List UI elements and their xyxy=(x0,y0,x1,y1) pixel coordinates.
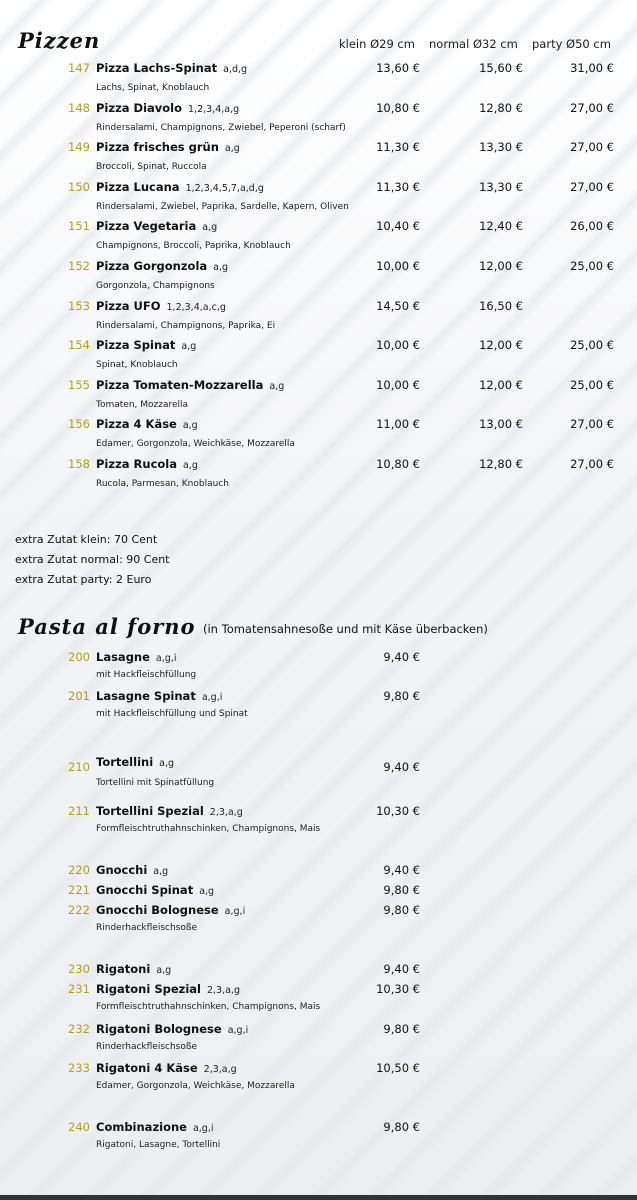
allergen-codes: a,g,i xyxy=(227,1025,249,1036)
allergen-codes: a,g xyxy=(202,222,218,233)
extra-note-normal: extra Zutat normal: 90 Cent xyxy=(15,553,170,566)
item-name xyxy=(96,299,226,313)
allergen-codes: a,g xyxy=(182,460,198,471)
price-party: 26,00 € xyxy=(570,219,614,233)
item-name-text: Lasagne xyxy=(96,650,150,664)
price: 9,40 € xyxy=(383,650,420,664)
item-description: Tomaten, Mozzarella xyxy=(96,400,189,410)
price: 9,40 € xyxy=(383,760,420,774)
item-name xyxy=(96,417,198,431)
pasta-heading: Pasta al forno xyxy=(18,614,196,639)
price-normal: 13,30 € xyxy=(479,140,523,154)
allergen-codes: a,g xyxy=(156,965,172,976)
item-description: Rigatoni, Lasagne, Tortellini xyxy=(96,1140,221,1150)
item-description: Champignons, Broccoli, Paprika, Knoblauch xyxy=(96,241,291,251)
item-name-text: Tortellini Spezial xyxy=(96,804,204,818)
item-name xyxy=(96,804,243,818)
item-number: 221 xyxy=(68,883,90,897)
item-number: 149 xyxy=(68,140,90,154)
allergen-codes: a,g xyxy=(153,866,169,877)
item-name xyxy=(96,378,284,392)
allergen-codes: 1,2,3,4,a,c,g xyxy=(166,302,226,313)
item-number: 156 xyxy=(68,417,90,431)
allergen-codes: a,g xyxy=(182,420,198,431)
price: 9,80 € xyxy=(383,1120,420,1134)
allergen-codes: a,d,g xyxy=(223,64,248,75)
item-name xyxy=(96,259,228,273)
price: 10,30 € xyxy=(376,804,420,818)
item-name-text: Gnocchi Spinat xyxy=(96,883,194,897)
extra-note-party: extra Zutat party: 2 Euro xyxy=(15,573,152,586)
item-name xyxy=(96,101,239,115)
price-normal: 12,40 € xyxy=(479,219,523,233)
allergen-codes: a,g xyxy=(224,143,240,154)
column-header-normal: normal Ø32 cm xyxy=(429,37,518,51)
item-name xyxy=(96,338,196,352)
column-header-party: party Ø50 cm xyxy=(532,37,611,51)
price-klein: 10,80 € xyxy=(376,457,420,471)
price: 9,40 € xyxy=(383,962,420,976)
allergen-codes: a,g,i xyxy=(155,653,177,664)
price-normal: 13,30 € xyxy=(479,180,523,194)
price: 9,40 € xyxy=(383,863,420,877)
allergen-codes: 2,3,a,g xyxy=(206,985,240,996)
item-number: 158 xyxy=(68,457,90,471)
item-name-text: Tortellini xyxy=(96,755,154,769)
item-name xyxy=(96,863,168,877)
bottom-divider xyxy=(0,1195,637,1200)
price: 9,80 € xyxy=(383,1022,420,1036)
allergen-codes: a,g xyxy=(199,886,215,897)
item-name-text: Pizza Rucola xyxy=(96,457,177,471)
price-party: 27,00 € xyxy=(570,101,614,115)
item-description: Rinderhackfleischsoße xyxy=(96,1042,198,1052)
price-normal: 15,60 € xyxy=(479,61,523,75)
item-description: Spinat, Knoblauch xyxy=(96,360,178,370)
item-description: Rinderhackfleischsoße xyxy=(96,923,198,933)
item-name xyxy=(96,1022,248,1036)
item-number: 232 xyxy=(68,1022,90,1036)
allergen-codes: a,g xyxy=(159,758,175,769)
item-name xyxy=(96,1061,237,1075)
item-name xyxy=(96,140,240,154)
column-header-klein: klein Ø29 cm xyxy=(339,37,415,51)
price-normal: 12,80 € xyxy=(479,101,523,115)
item-number: 240 xyxy=(68,1120,90,1134)
price-party: 27,00 € xyxy=(570,417,614,431)
item-name-text: Pizza Tomaten-Mozzarella xyxy=(96,378,264,392)
item-description: Lachs, Spinat, Knoblauch xyxy=(96,83,210,93)
price: 9,80 € xyxy=(383,903,420,917)
price-klein: 11,30 € xyxy=(376,180,420,194)
item-number: 200 xyxy=(68,650,90,664)
allergen-codes: 1,2,3,4,a,g xyxy=(188,104,240,115)
item-number: 151 xyxy=(68,219,90,233)
price-klein: 13,60 € xyxy=(376,61,420,75)
item-number: 150 xyxy=(68,180,90,194)
item-name-text: Pizza Vegetaria xyxy=(96,219,197,233)
item-name-text: Gnocchi Bolognese xyxy=(96,903,219,917)
item-number: 155 xyxy=(68,378,90,392)
allergen-codes: 2,3,a,g xyxy=(209,807,243,818)
item-name xyxy=(96,457,198,471)
item-name xyxy=(96,903,245,917)
extra-note-klein: extra Zutat klein: 70 Cent xyxy=(15,533,158,546)
price-normal: 16,50 € xyxy=(479,299,523,313)
item-number: 148 xyxy=(68,101,90,115)
price-normal: 12,00 € xyxy=(479,259,523,273)
allergen-codes: a,g,i xyxy=(201,692,223,703)
item-number: 211 xyxy=(68,804,90,818)
item-description: Formfleischtruthahnschinken, Champignons, Mais xyxy=(96,824,321,834)
price: 10,50 € xyxy=(376,1061,420,1075)
item-name xyxy=(96,689,222,703)
pasta-subtitle: (in Tomatensahnesoße und mit Käse überbacken) xyxy=(203,622,488,636)
allergen-codes: a,g xyxy=(181,341,197,352)
price: 9,80 € xyxy=(383,689,420,703)
item-description: mit Hackfleischfüllung xyxy=(96,670,197,680)
allergen-codes: a,g,i xyxy=(192,1123,214,1134)
price-klein: 10,00 € xyxy=(376,338,420,352)
item-name-text: Pizza UFO xyxy=(96,299,161,313)
price: 9,80 € xyxy=(383,883,420,897)
price-klein: 10,80 € xyxy=(376,101,420,115)
price-party: 25,00 € xyxy=(570,378,614,392)
item-number: 231 xyxy=(68,982,90,996)
price-normal: 13,00 € xyxy=(479,417,523,431)
item-number: 154 xyxy=(68,338,90,352)
item-name-text: Rigatoni Bolognese xyxy=(96,1022,222,1036)
price-party: 27,00 € xyxy=(570,180,614,194)
price-party: 31,00 € xyxy=(570,61,614,75)
item-description: Rindersalami, Zwiebel, Paprika, Sardelle, Kapern, Oliven xyxy=(96,202,349,212)
item-name xyxy=(96,755,174,769)
price-party: 27,00 € xyxy=(570,140,614,154)
item-number: 233 xyxy=(68,1061,90,1075)
item-number: 201 xyxy=(68,689,90,703)
item-name-text: Pizza Gorgonzola xyxy=(96,259,208,273)
price-party: 25,00 € xyxy=(570,259,614,273)
item-name-text: Combinazione xyxy=(96,1120,187,1134)
price-normal: 12,00 € xyxy=(479,338,523,352)
item-name-text: Rigatoni xyxy=(96,962,151,976)
item-name-text: Pizza Lucana xyxy=(96,180,180,194)
item-description: Tortellini mit Spinatfüllung xyxy=(96,778,215,788)
item-description: Edamer, Gorgonzola, Weichkäse, Mozzarella xyxy=(96,439,295,449)
item-name xyxy=(96,962,171,976)
price-party: 25,00 € xyxy=(570,338,614,352)
item-name-text: Rigatoni Spezial xyxy=(96,982,201,996)
item-number: 220 xyxy=(68,863,90,877)
price: 10,30 € xyxy=(376,982,420,996)
price-klein: 10,00 € xyxy=(376,259,420,273)
price-klein: 10,00 € xyxy=(376,378,420,392)
item-name xyxy=(96,982,240,996)
item-name-text: Pizza Diavolo xyxy=(96,101,183,115)
item-description: Gorgonzola, Champignons xyxy=(96,281,215,291)
item-name xyxy=(96,883,214,897)
item-name xyxy=(96,1120,214,1134)
price-klein: 11,30 € xyxy=(376,140,420,154)
item-name-text: Pizza Spinat xyxy=(96,338,176,352)
item-name xyxy=(96,180,264,194)
item-name-text: Pizza frisches grün xyxy=(96,140,219,154)
item-number: 153 xyxy=(68,299,90,313)
item-name-text: Pizza 4 Käse xyxy=(96,417,177,431)
allergen-codes: 1,2,3,4,5,7,a,d,g xyxy=(185,183,264,194)
item-name-text: Gnocchi xyxy=(96,863,148,877)
allergen-codes: 2,3,a,g xyxy=(203,1064,237,1075)
item-description: Rucola, Parmesan, Knoblauch xyxy=(96,479,229,489)
price-normal: 12,00 € xyxy=(479,378,523,392)
allergen-codes: a,g xyxy=(269,381,285,392)
price-normal: 12,80 € xyxy=(479,457,523,471)
price-party: 27,00 € xyxy=(570,457,614,471)
price-klein: 10,40 € xyxy=(376,219,420,233)
item-name-text: Lasagne Spinat xyxy=(96,689,196,703)
item-number: 222 xyxy=(68,903,90,917)
item-description: Rindersalami, Champignons, Paprika, Ei xyxy=(96,321,276,331)
allergen-codes: a,g,i xyxy=(224,906,246,917)
price-klein: 11,00 € xyxy=(376,417,420,431)
item-description: Broccoli, Spinat, Ruccola xyxy=(96,162,207,172)
item-name xyxy=(96,219,217,233)
item-number: 152 xyxy=(68,259,90,273)
price-klein: 14,50 € xyxy=(376,299,420,313)
item-description: Edamer, Gorgonzola, Weichkäse, Mozzarella xyxy=(96,1081,295,1091)
item-description: Rindersalami, Champignons, Zwiebel, Peperoni (scharf) xyxy=(96,123,346,133)
item-name xyxy=(96,61,247,75)
allergen-codes: a,g xyxy=(213,262,229,273)
item-name-text: Pizza Lachs-Spinat xyxy=(96,61,218,75)
item-description: Formfleischtruthahnschinken, Champignons, Mais xyxy=(96,1002,321,1012)
item-description: mit Hackfleischfüllung und Spinat xyxy=(96,709,248,719)
item-number: 147 xyxy=(68,61,90,75)
pizzen-heading: Pizzen xyxy=(18,28,101,53)
item-name xyxy=(96,650,176,664)
item-number: 230 xyxy=(68,962,90,976)
item-name-text: Rigatoni 4 Käse xyxy=(96,1061,198,1075)
item-number: 210 xyxy=(68,760,90,774)
